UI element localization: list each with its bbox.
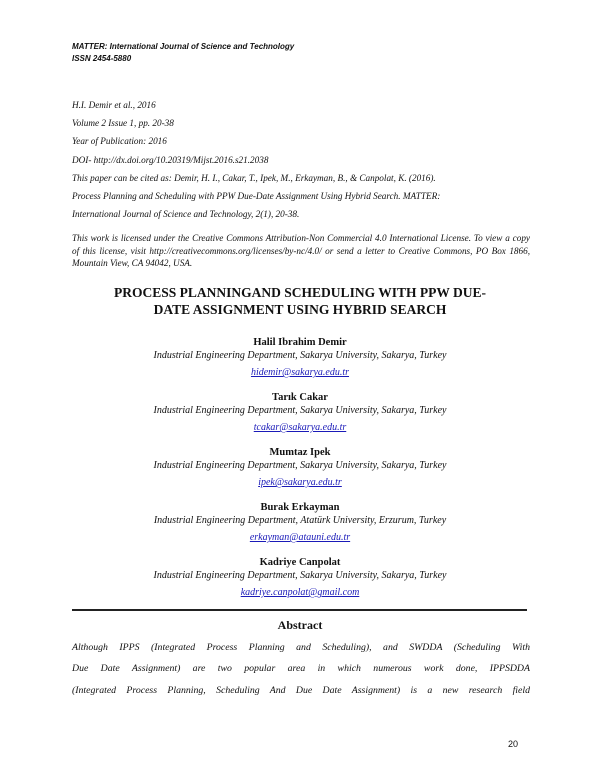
meta-volume: Volume 2 Issue 1, pp. 20-38 [72,118,174,129]
citation-metadata [72,96,532,223]
journal-issn: ISSN 2454-5880 [72,54,132,63]
meta-year: Year of Publication: 2016 [72,136,167,147]
author-affiliation: Industrial Engineering Department, Sakarya University, Sakarya, Turkey [153,405,447,416]
author-name: Mumtaz Ipek [269,447,331,458]
author-name: Burak Erkayman [260,502,340,513]
section-divider [72,609,527,611]
page-number: 20 [508,739,519,749]
author-email-link[interactable]: erkayman@atauni.edu.tr [249,532,351,543]
author-block [60,446,540,501]
meta-citation-line-1: This paper can be cited as: Demir, H. I., Cakar, T., Ipek, M., Erkayman, B., & Canpolat, K. (2016). [72,172,436,183]
author-email-link[interactable]: kadriye.canpolat@gmail.com [240,587,360,598]
meta-authors: H.I. Demir et al., 2016 [72,100,156,110]
license-notice: This work is licensed under the Creative Commons Attribution-Non Commercial 4.0 International License. To view a copy of this license, visit http://creativecommons.org/licenses/by-nc/4.0/ or send a letter to Creative Commons, PO Box 1866, Mountain View, CA 94042, USA. [72,233,530,268]
author-name: Tarık Cakar [272,392,328,403]
author-email-link[interactable]: hidemir@sakarya.edu.tr [250,367,350,378]
author-block [60,501,540,556]
author-block [60,556,540,611]
journal-header [72,41,294,65]
meta-citation-line-2: Process Planning and Scheduling with PPW Due-Date Assignment Using Hybrid Search. MATTER: [72,191,441,202]
abstract-body [72,637,530,701]
journal-name: MATTER: International Journal of Science and Technology [72,42,295,51]
abstract-heading: Abstract [277,618,323,632]
author-name: Kadriye Canpolat [259,557,341,568]
paper-title-line-1: PROCESS PLANNINGAND SCHEDULING WITH PPW DUE- [114,285,486,300]
author-block [60,336,540,391]
abstract-line-1: Although IPPS (Integrated Process Planning and Scheduling), and SWDDA (Scheduling With [72,642,530,653]
author-list [60,336,540,611]
author-email-link[interactable]: tcakar@sakarya.edu.tr [253,422,347,433]
paper-title [80,284,520,318]
author-block [60,391,540,446]
meta-citation-line-3: International Journal of Science and Technology, 2(1), 20-38. [72,209,300,220]
author-email-link[interactable]: ipek@sakarya.edu.tr [258,477,342,488]
abstract-line-2: Due Date Assignment) are two popular area in which numerous work done, IPPSDDA [72,663,530,675]
paper-title-line-2: DATE ASSIGNMENT USING HYBRID SEARCH [153,302,447,317]
abstract-line-3: (Integrated Process Planning, Scheduling And Due Date Assignment) is a new research field [72,684,530,696]
author-affiliation: Industrial Engineering Department, Sakarya University, Sakarya, Turkey [153,570,447,581]
meta-doi[interactable]: DOI- http://dx.doi.org/10.20319/Mijst.2016.s21.2038 [72,154,269,165]
author-affiliation: Industrial Engineering Department, Sakarya University, Sakarya, Turkey [153,350,447,361]
author-affiliation: Industrial Engineering Department, Sakarya University, Sakarya, Turkey [153,460,447,471]
author-name: Halil Ibrahim Demir [253,337,347,348]
author-affiliation: Industrial Engineering Department, Atatürk University, Erzurum, Turkey [153,515,447,526]
